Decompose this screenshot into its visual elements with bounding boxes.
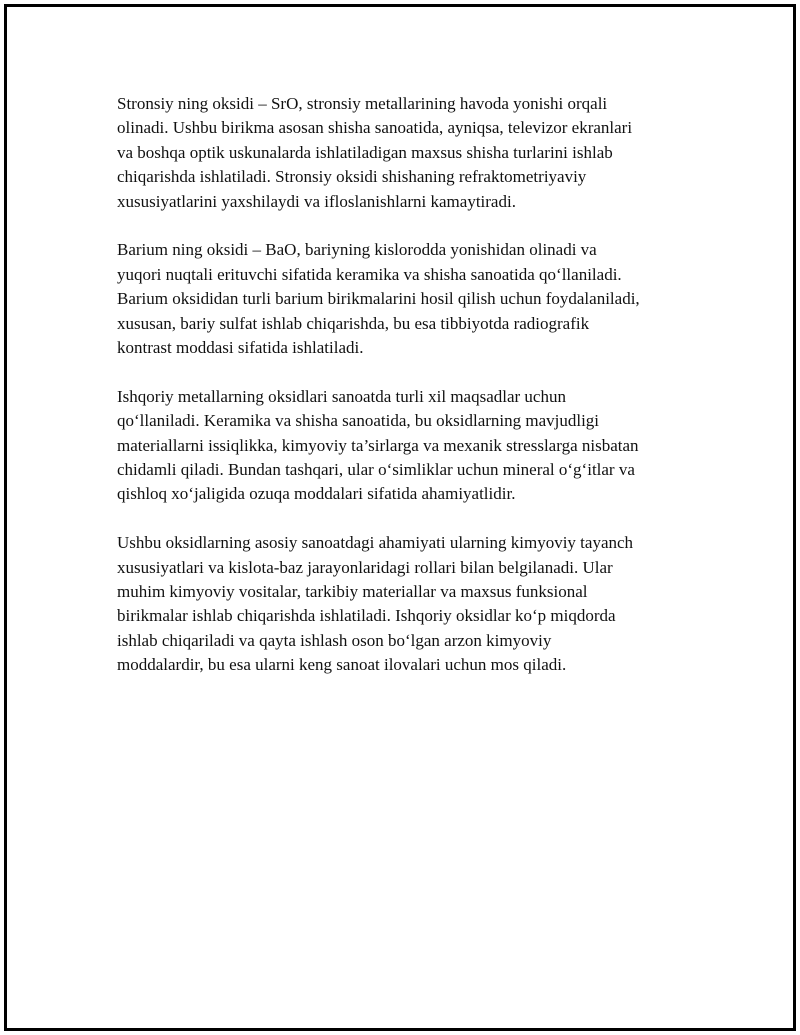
paragraph-barium-oksidi: Barium ning oksidi – BaO, bariyning kislorodda yonishidan olinadi va yuqori nuqtali erituvchi sifatida keramika va shisha sanoatida qo‘llaniladi. Barium oksididan turli barium birikmalarini hosil qilish uchun foydalaniladi, xususan, bariy sulfat ishlab chiqarishda, bu esa tibbiyotda radiografik kontrast moddasi sifatida ishlatiladi. <box>117 240 640 358</box>
paragraph-ishqoriy-metallar-oksidlari: Ishqoriy metallarning oksidlari sanoatda turli xil maqsadlar uchun qo‘llaniladi. Keramika va shisha sanoatida, bu oksidlarning mavjudligi materiallarni issiqlikka, kimyoviy ta’sirlarga va mexanik stresslarga nisbatan chidamli qiladi. Bundan tashqari, ular o‘simliklar uchun mineral o‘g‘itlar va qishloq xo‘jaligida ozuqa moddalari sifatida ahamiyatlidir. <box>117 386 639 504</box>
paragraph-stronsiy-oksidi: Stronsiy ning oksidi – SrO, stronsiy metallarining havoda yonishi orqali olinadi. Ushbu birikma asosan shisha sanoatida, ayniqsa, televizor ekranlari va boshqa optik uskunalarda ishlatiladigan maxsus shisha turlarini ishlab chiqarishda ishlatiladi. Stronsiy oksidi shishaning refraktometriyaviy xususiyatlarini yaxshilaydi va ifloslanishlarni kamaytiradi. <box>117 94 633 211</box>
document-body <box>117 92 717 702</box>
paragraph-sanoat-ahamiyati: Ushbu oksidlarning asosiy sanoatdagi ahamiyati ularning kimyoviy tayanch xususiyatlari va kislota-baz jarayonlaridagi rollari bilan belgilanadi. Ular muhim kimyoviy vositalar, tarkibiy materiallar va maxsus funksional birikmalar ishlab chiqarishda ishlatiladi. Ishqoriy oksidlar ko‘p miqdorda ishlab chiqariladi va qayta ishlash oson bo‘lgan arzon kimyoviy moddalardir, bu esa ularni keng sanoat ilovalari uchun mos qiladi. <box>117 533 634 675</box>
